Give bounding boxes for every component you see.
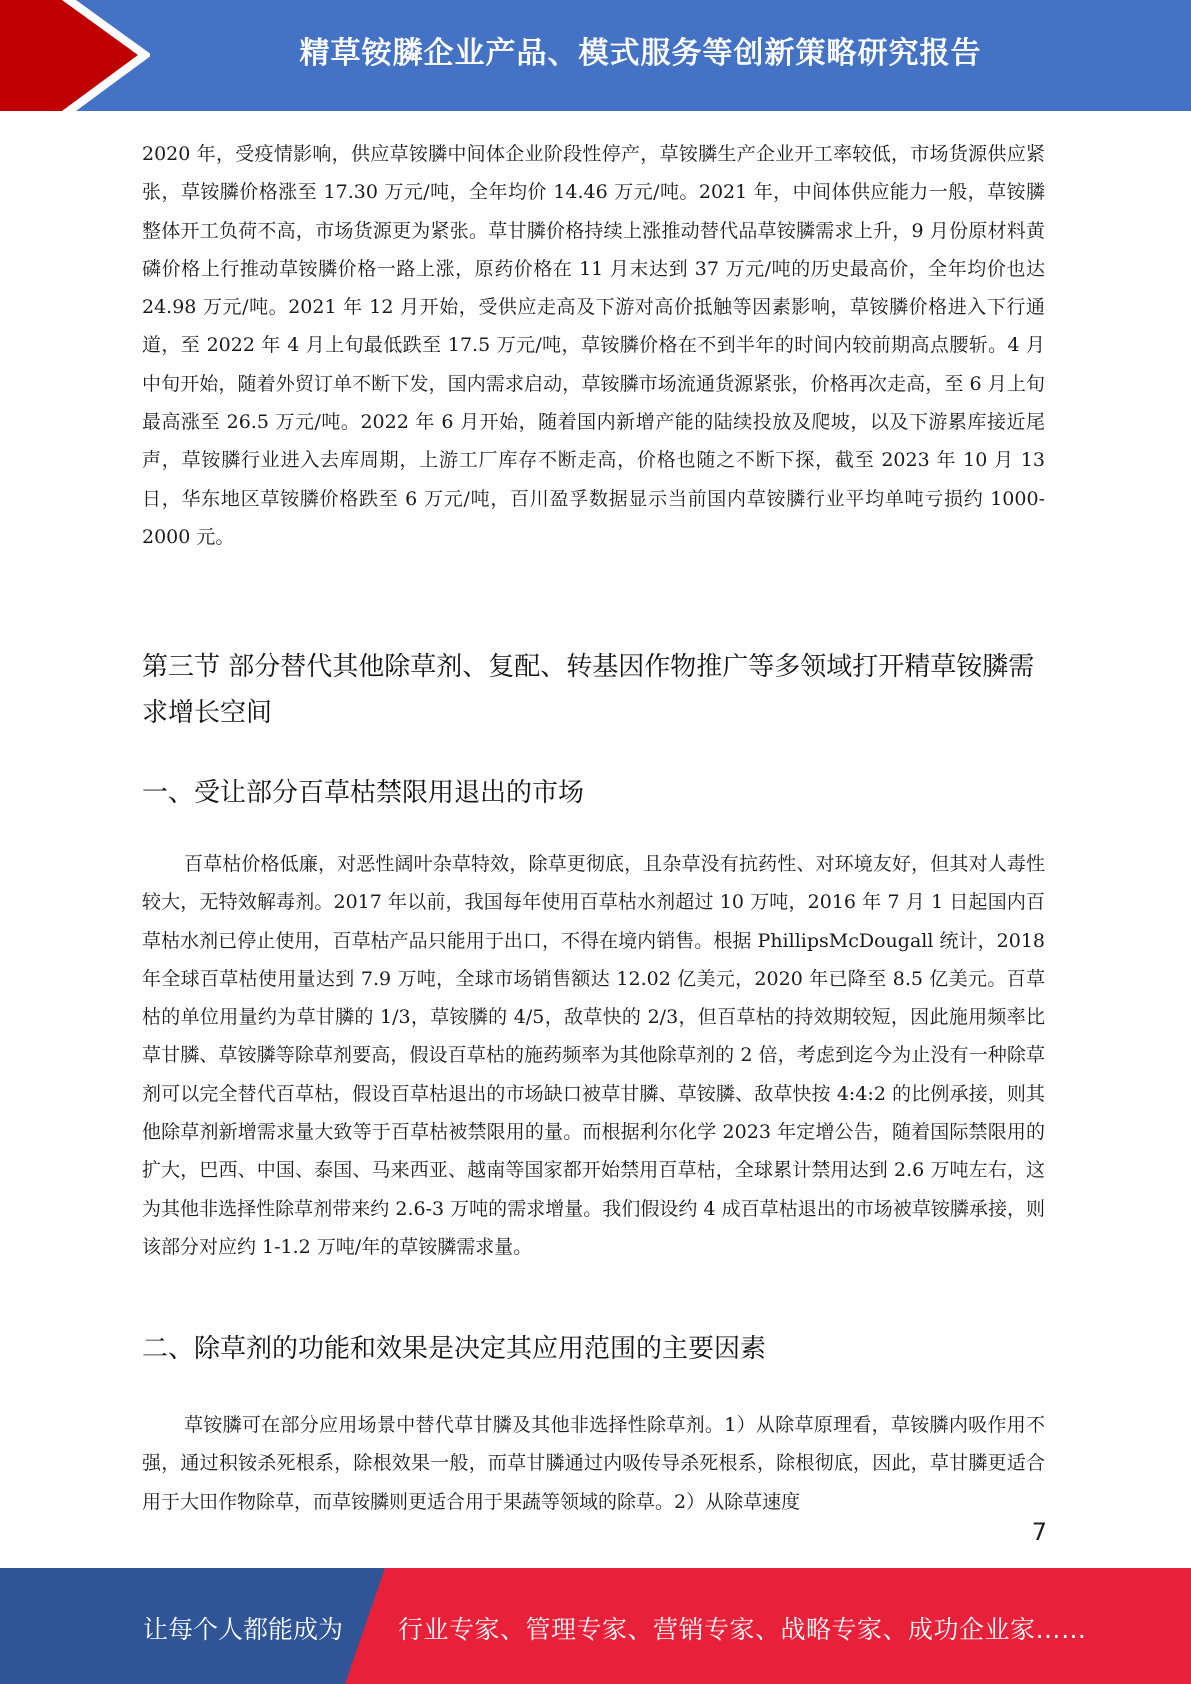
paraquat-paragraph: 百草枯价格低廉，对恶性阔叶杂草特效，除草更彻底，且杂草没有抗药性、对环境友好，但其对人毒性较大，无特效解毒剂。2017 年以前，我国每年使用百草枯水剂超过 10 万吨，2016 年 7 月 1 日起国内百草枯水剂已停止使用，百草枯产品只能用于出口，不得在境内销售。根据 PhillipsMcDougall 统计，2018 年全球百草枯使用量达到 7.9 万吨，全球市场销售额达 12.02 亿美元，2020 年已降至 8.5 亿美元。百草枯的单位用量约为草甘膦的 1/3，草铵膦的 4/5，敌草快的 2/3，但百草枯的持效期较短，因此施用频率比草甘膦、草铵膦等除草剂要高，假设百草枯的施药频率为其他除草剂的 2 倍，考虑到迄今为止没有一种除草剂可以完全替代百草枯，假设百草枯退出的市场缺口被草甘膦、草铵膦、敌草快按 4:4:2 的比例承接，则其他除草剂新增需求量大致等于百草枯被禁限用的量。而根据利尔化学 2023 年定增公告，随着国际禁限用的扩大，巴西、中国、泰国、马来西亚、越南等国家都开始禁用百草枯，全球累计禁用达到 2.6 万吨左右，这为其他非选择性除草剂带来约 2.6-3 万吨的需求增量。我们假设约 4 成百草枯退出的市场被草铵膦承接，则该部分对应约 1-1.2 万吨/年的草铵膦需求量。 xyxy=(142,853,1045,1258)
red-chevron-logo xyxy=(0,0,150,111)
section-heading-block xyxy=(142,644,1045,736)
herbicide-function-paragraph: 草铵膦可在部分应用场景中替代草甘膦及其他非选择性除草剂。1）从除草原理看，草铵膦内吸作用不强，通过积铵杀死根系，除根效果一般，而草甘膦通过内吸传导杀死根系，除根彻底，因此，草甘膦更适合用于大田作物除草，而草铵膦则更适合用于果蔬等领域的除草。2）从除草速度 xyxy=(142,1414,1045,1513)
page-number: 7 xyxy=(1031,1518,1047,1546)
intro-paragraph-block xyxy=(142,135,1045,556)
herbicide-function-paragraph-block xyxy=(142,1406,1045,1521)
subheading-1-block xyxy=(142,770,1045,816)
subheading-paraquat: 一、受让部分百草枯禁限用退出的市场 xyxy=(142,778,585,808)
footer-slogan-right: 行业专家、管理专家、营销专家、战略专家、成功企业家…… xyxy=(398,1615,1087,1644)
report-title: 精草铵膦企业产品、模式服务等创新策略研究报告 xyxy=(299,36,982,71)
section-heading: 第三节 部分替代其他除草剂、复配、转基因作物推广等多领域打开精草铵膦需求增长空间 xyxy=(142,652,1035,728)
page-footer xyxy=(0,1568,1191,1684)
subheading-herbicide-function: 二、除草剂的功能和效果是决定其应用范围的主要因素 xyxy=(142,1334,767,1364)
page-header xyxy=(0,0,1191,111)
footer-slogan-left: 让每个人都能成为 xyxy=(143,1615,344,1644)
price-history-paragraph: 2020 年，受疫情影响，供应草铵膦中间体企业阶段性停产，草铵膦生产企业开工率较低，市场货源供应紧张，草铵膦价格涨至 17.30 万元/吨，全年均价 14.46 万元/吨。2021 年，中间体供应能力一般，草铵膦整体开工负荷不高，市场货源更为紧张。草甘膦价格持续上涨推动替代品草铵膦需求上升，9 月份原材料黄磷价格上行推动草铵膦价格一路上涨，原药价格在 11 月末达到 37 万元/吨的历史最高价，全年均价也达 24.98 万元/吨。2021 年 12 月开始，受供应走高及下游对高价抵触等因素影响，草铵膦价格进入下行通道，至 2022 年 4 月上旬最低跌至 17.5 万元/吨，草铵膦价格在不到半年的时间内较前期高点腰斩。4 月中旬开始，随着外贸订单不断下发，国内需求启动，草铵膦市场流通货源紧张，价格再次走高，至 6 月上旬最高涨至 26.5 万元/吨。2022 年 6 月开始，随着国内新增产能的陆续投放及爬坡，以及下游累库接近尾声，草铵膦行业进入去库周期，上游工厂库存不断走高，价格也随之不断下探，截至 2023 年 10 月 13 日，华东地区草铵膦价格跌至 6 万元/吨，百川盈孚数据显示当前国内草铵膦行业平均单吨亏损约 1000-2000 元。 xyxy=(142,143,1045,548)
subheading-2-block xyxy=(142,1326,1045,1372)
paraquat-paragraph-block xyxy=(142,845,1045,1266)
